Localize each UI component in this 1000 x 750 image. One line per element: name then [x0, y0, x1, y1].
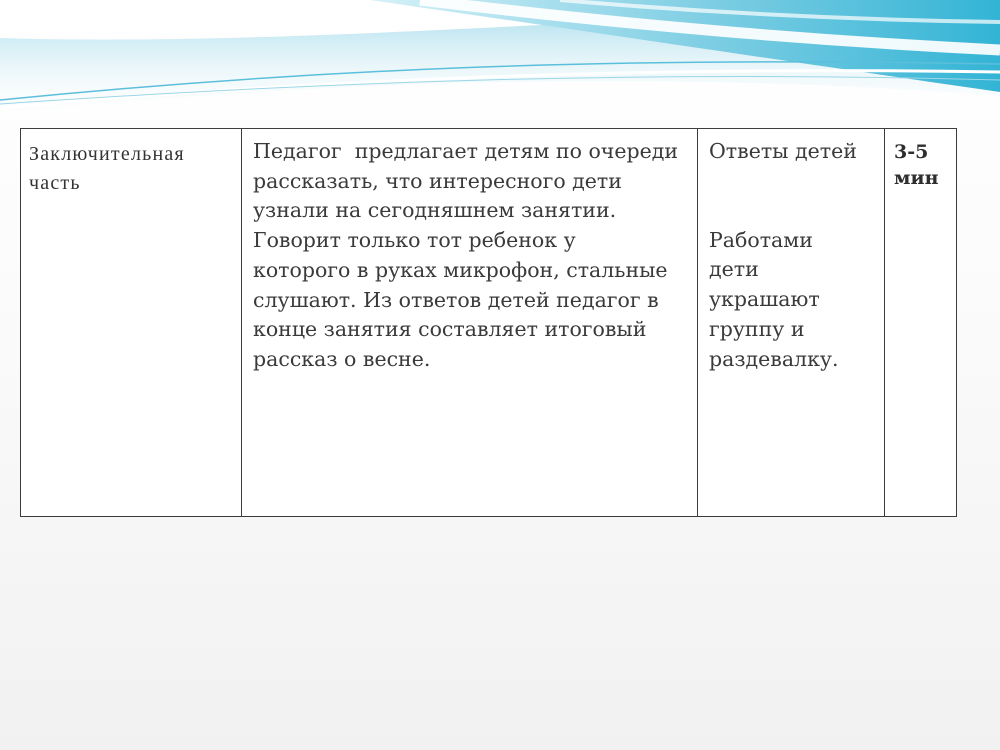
section-cell [21, 129, 242, 516]
children-activity-line: дети [709, 257, 759, 282]
children-activity-line: раздевалку. [709, 346, 839, 371]
section-line: Заключительная [29, 143, 185, 165]
children-activity-line: группу и [709, 316, 805, 341]
children-answers-block [709, 137, 884, 167]
teacher-activity-line: Говорит только тот ребенок у [253, 228, 576, 253]
teacher-activity-line: узнали на сегодняшнем занятии. [253, 198, 617, 223]
top-wave-decoration [0, 0, 1000, 130]
children-activity-line: Работами [709, 227, 813, 252]
teacher-activity-line: слушают. Из ответов детей педагог в [253, 287, 659, 312]
children-work-block [709, 226, 884, 375]
teacher-activity-line: Педагог предлагает детям по очереди [253, 139, 679, 163]
children-activity-line: украшают [709, 287, 820, 312]
duration-cell [885, 129, 956, 516]
teacher-activity-line: рассказать, что интересного дети [253, 168, 622, 193]
lesson-plan-table [20, 128, 957, 517]
children-activity-cell [698, 129, 885, 516]
duration-unit: мин [894, 167, 939, 189]
teacher-activity-line: рассказ о весне. [253, 346, 431, 371]
teacher-activity-line: конце занятия составляет итоговый [253, 317, 647, 342]
teacher-activity-cell [242, 129, 698, 516]
duration-value: 3-5 [894, 141, 929, 163]
section-line: часть [29, 172, 81, 194]
children-activity-line: Ответы детей [709, 139, 857, 163]
teacher-activity-line: которого в руках микрофон, стальные [253, 257, 668, 282]
